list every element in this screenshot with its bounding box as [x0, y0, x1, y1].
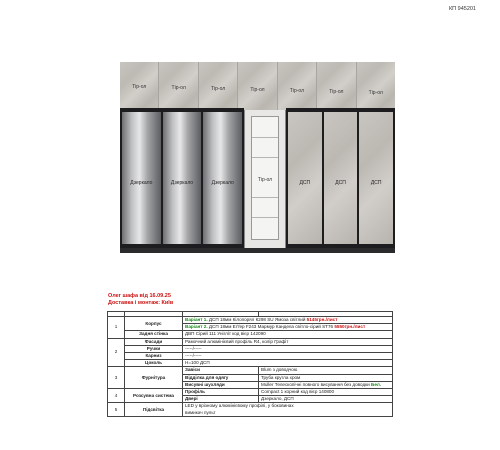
shelf: [252, 197, 278, 198]
top-panel: [278, 62, 317, 110]
mirror-door: [163, 112, 202, 244]
open-shelf-section: [244, 110, 286, 248]
table-row: [108, 338, 393, 345]
top-panel-label: Тір-ол: [171, 85, 186, 91]
door-label: Дзеркало: [211, 180, 234, 186]
top-panel: [238, 62, 277, 110]
section-label: Підсвітка: [125, 403, 183, 416]
top-panel-label: Тір-ол: [368, 90, 383, 96]
table-row: [108, 331, 393, 338]
middle-label: Тір-ол: [257, 177, 273, 183]
spec-value: ДВП Сірий 111 Унігліт код вієр 142090: [183, 331, 393, 338]
variant-prefix: Варіант 1.: [185, 317, 208, 322]
section-label: Задня стінка: [125, 331, 183, 338]
spec-value: Blum з доводчою: [259, 367, 393, 374]
row-number: 5: [108, 403, 125, 416]
drawer-highlight: Бел.: [371, 381, 382, 387]
top-panel: [120, 62, 159, 110]
door-label: Дзеркало: [170, 180, 194, 186]
section-label: Розсувна система: [125, 389, 183, 403]
table-row: [108, 389, 393, 396]
open-shelf-frame: [251, 116, 279, 240]
row-number: 4: [108, 389, 125, 403]
mirror-door: [122, 112, 161, 244]
sub-label: Відділка для одягу: [183, 374, 259, 381]
variant-text: ДСП 18мм Кілопорял К298 SU Ямоза світлий: [207, 317, 307, 322]
section-label: Фасади: [125, 338, 183, 345]
document-number: КП 945201: [448, 6, 476, 12]
spec-value: Рамочний алюмінієвий профіль R4, колір Графіт: [183, 338, 393, 345]
door-label: ДСП: [335, 180, 346, 186]
section-label: Ручки: [125, 345, 183, 352]
top-panel-label: Тір-ол: [210, 86, 226, 92]
spec-table: [107, 311, 393, 417]
row-number: 1: [108, 317, 125, 339]
dsp-door: [288, 112, 322, 244]
wardrobe-drawing: [120, 62, 395, 254]
lighting-line: вимикач пульт: [185, 409, 216, 415]
top-panel-label: Тір-ол: [250, 87, 265, 93]
door-label: ДСП: [299, 180, 311, 186]
mirror-door: [203, 112, 242, 244]
table-row: [108, 317, 393, 324]
sub-label: Висувні шухляди: [183, 381, 259, 388]
top-panel-label: Тір-ол: [289, 88, 304, 94]
section-label: Цоколь: [125, 360, 183, 367]
table-row: [108, 353, 393, 360]
table-row: [108, 345, 393, 352]
sub-label: Профіль: [183, 389, 259, 396]
row-number: 3: [108, 367, 125, 389]
lighting-line: LED у врізному алюмінієвому профілі, у боковинах: [185, 403, 294, 409]
top-panels: [120, 62, 395, 110]
spec-value: Дзеркало, ДСП: [259, 396, 393, 403]
order-title: Олег шафа від 16.09.25: [108, 293, 171, 299]
sub-label: Двері: [183, 396, 259, 403]
variant-text: ДСП 18мм Еґґер F243 Мармур Кандела світло-сірий ST76: [207, 324, 335, 330]
spec-value: -----/-----: [183, 353, 393, 360]
door-label: ДСП: [370, 180, 382, 186]
mirror-door-section: [120, 108, 244, 248]
door-label: Дзеркало: [130, 180, 153, 186]
table-row: [108, 367, 393, 374]
top-panel: [357, 62, 395, 110]
section-label: Фурнітура: [125, 367, 183, 389]
top-panel: [159, 62, 198, 110]
table-row: [108, 403, 393, 416]
dsp-door-section: [286, 108, 395, 248]
order-info: [108, 293, 173, 307]
top-panel-label: Тір-ол: [132, 84, 147, 90]
spec-value: [183, 403, 393, 416]
variant-price: 5145грн./лист: [306, 317, 338, 322]
shelf: [252, 137, 278, 138]
sub-label: Завіси: [183, 367, 259, 374]
variant-prefix: Варіант 2.: [185, 324, 208, 330]
shelf: [252, 157, 278, 158]
spec-value: Н=100 ДСП: [183, 360, 393, 367]
spec-value: [259, 381, 393, 388]
shelf: [252, 217, 278, 218]
spec-value: Compact 1 корний код вієр 140800: [259, 389, 393, 396]
dsp-door: [359, 112, 393, 244]
drawer-text: Muller Телескопічні повного висування без доводки: [261, 381, 372, 387]
spec-value: [183, 317, 393, 324]
section-label: Карниз: [125, 353, 183, 360]
variant-price: 5550грн./лист: [334, 324, 366, 330]
top-panel: [199, 62, 238, 110]
top-panel: [317, 62, 356, 110]
section-label: Корпус: [125, 317, 183, 331]
row-number: 2: [108, 338, 125, 367]
table-row: [108, 360, 393, 367]
top-panel-label: Тір-ол: [329, 89, 344, 95]
dsp-door: [324, 112, 358, 244]
plinth: [120, 248, 395, 253]
spec-value: [183, 324, 393, 331]
spec-value: -----/-----: [183, 345, 393, 352]
spec-value: Труба кругла хром: [259, 374, 393, 381]
order-delivery: Доставка і монтаж: Київ: [108, 300, 174, 306]
